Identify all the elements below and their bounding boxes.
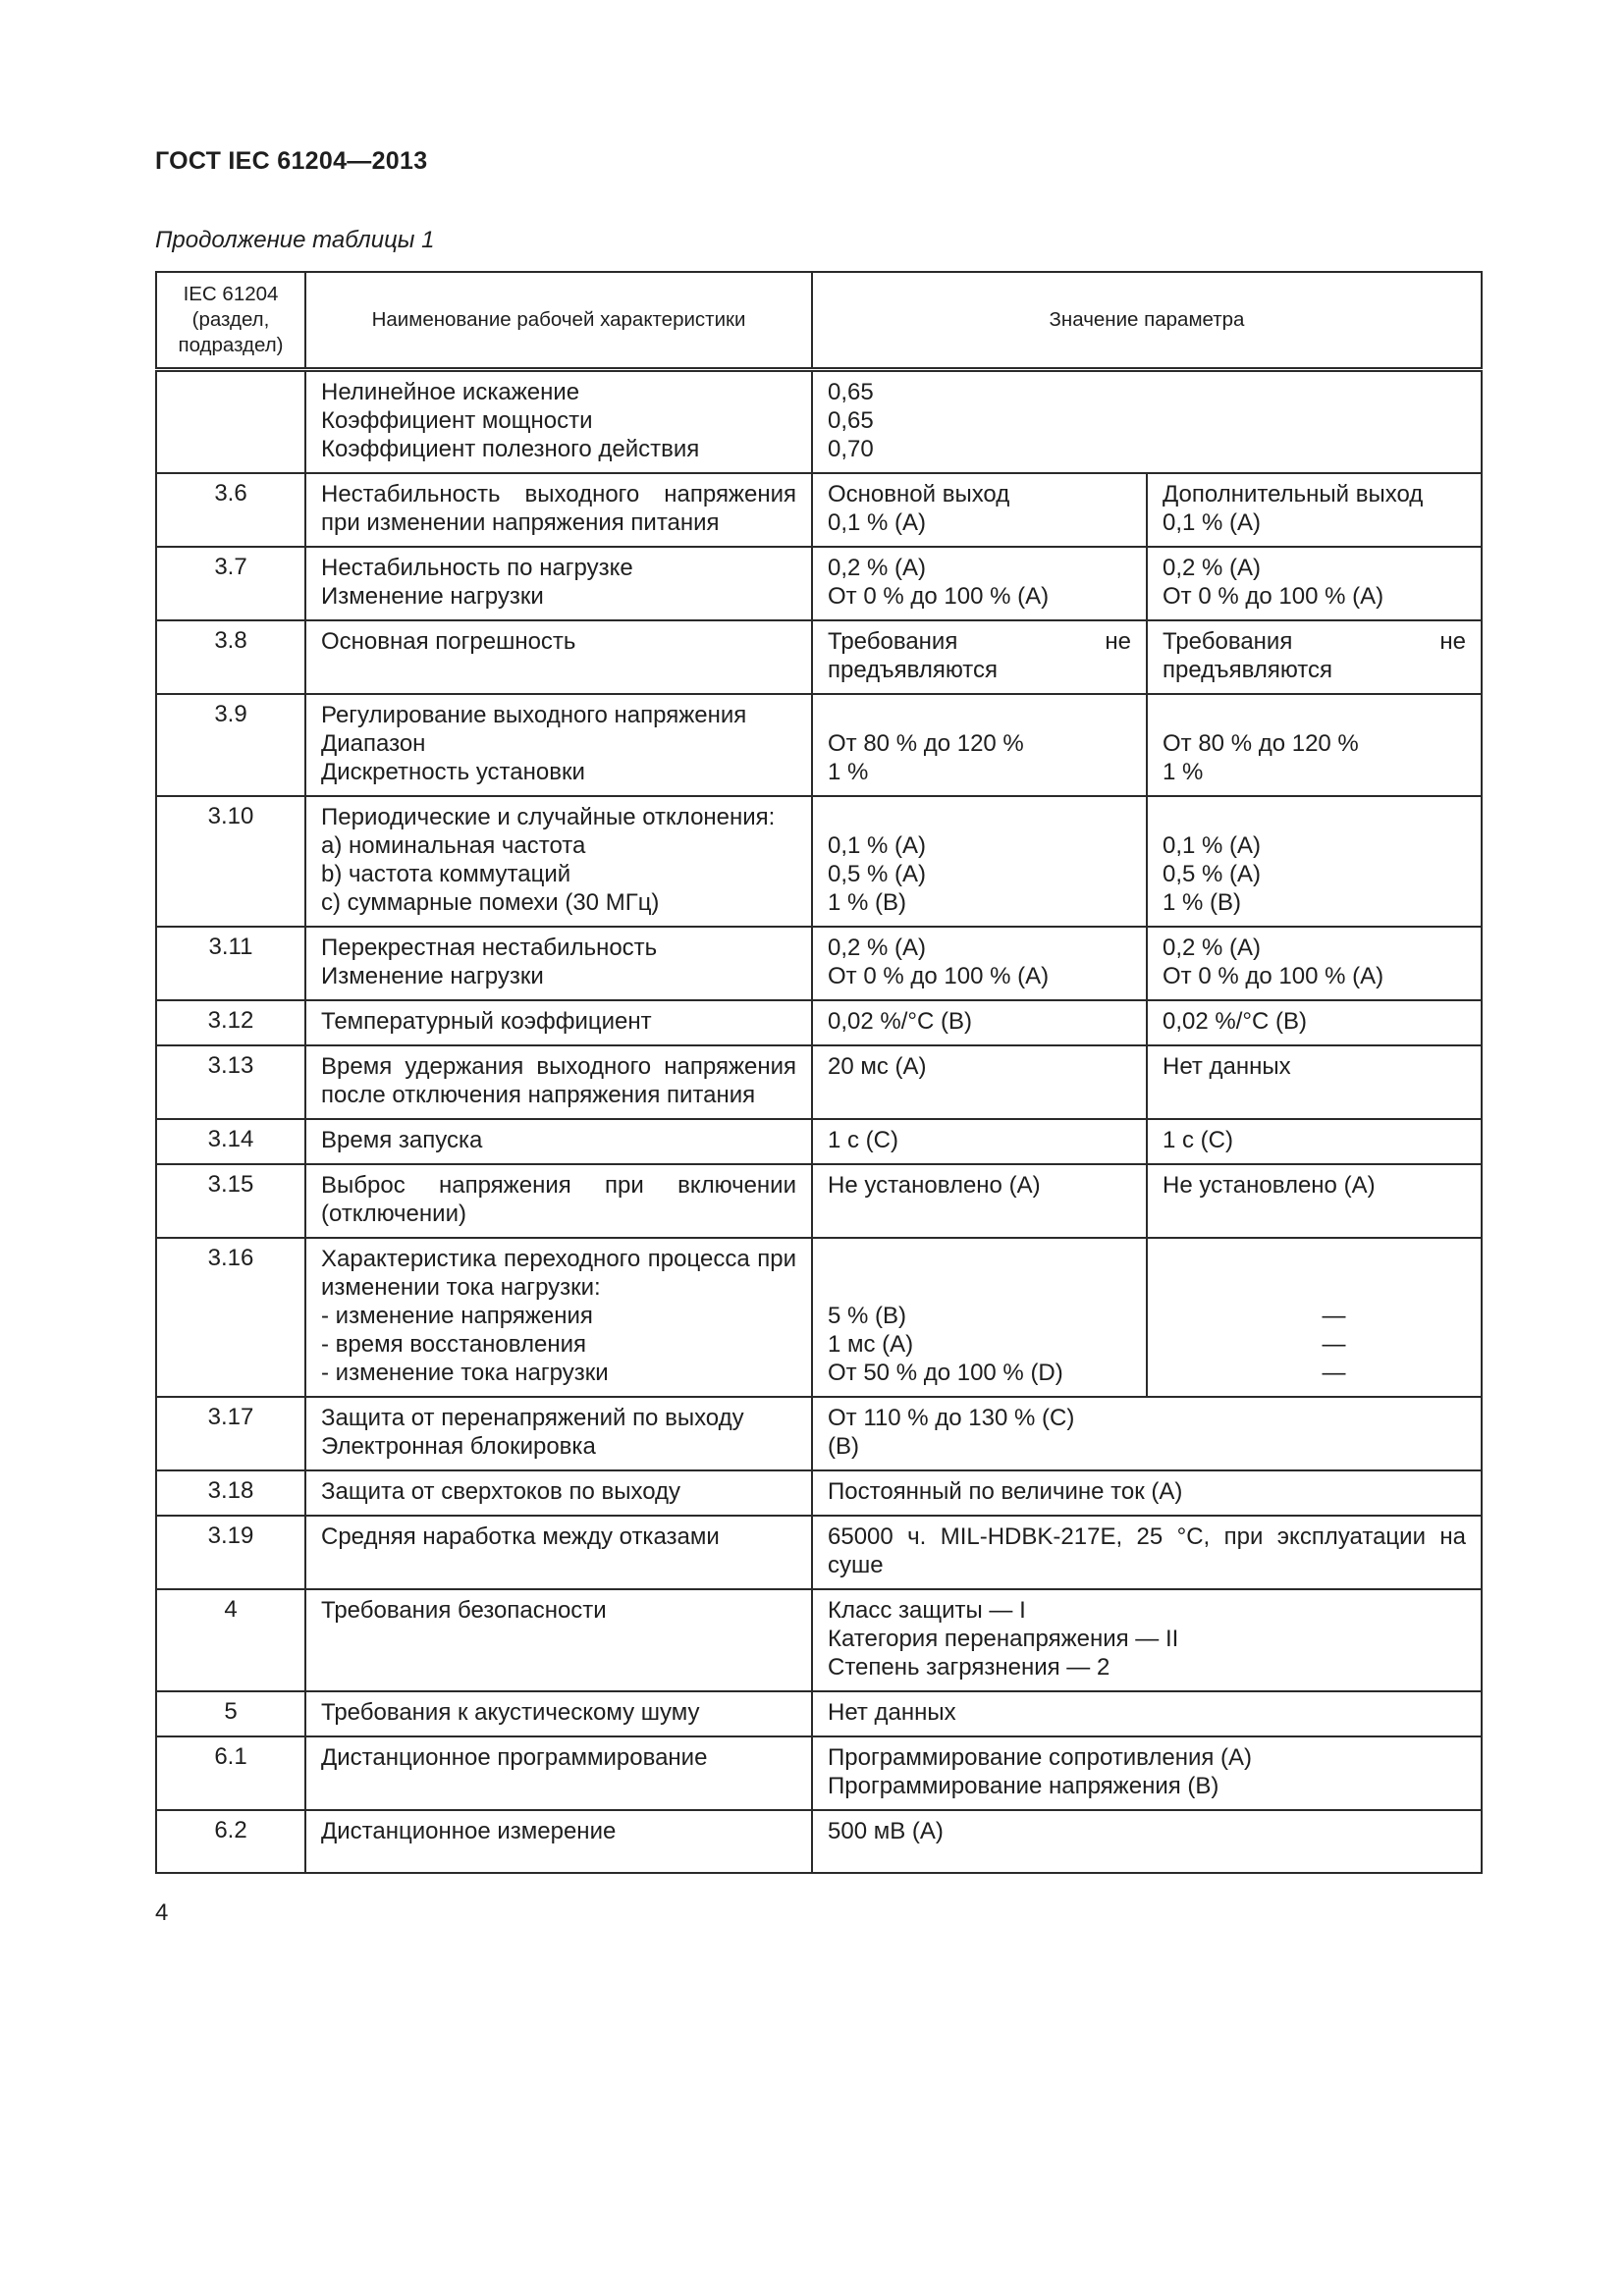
section-cell: 3.7 <box>156 547 305 620</box>
value-cell <box>812 1589 1482 1691</box>
value-line: От 50 % до 100 % (D) <box>828 1360 1063 1386</box>
dash-value: — <box>1322 1360 1346 1386</box>
main-output-cell <box>812 927 1147 1000</box>
column-header-name: Наименование рабочей характеристики <box>305 272 812 370</box>
name-line: Нелинейное искажение <box>321 379 580 405</box>
name-cell <box>305 473 812 547</box>
table-row <box>156 473 1482 547</box>
value-line: Класс защиты — I <box>828 1597 1026 1624</box>
value-line: 0,1 % (А) <box>828 832 927 859</box>
value-line: 1 мс (А) <box>828 1331 914 1358</box>
value-cell <box>812 1470 1482 1516</box>
section-cell: 6.1 <box>156 1736 305 1810</box>
table-row <box>156 1589 1482 1691</box>
value-line: От 0 % до 100 % (А) <box>1163 963 1384 989</box>
value-line: Категория перенапряжения — II <box>828 1626 1179 1652</box>
main-output-cell <box>812 796 1147 927</box>
empty-line <box>828 1245 1131 1273</box>
value-line: От 80 % до 120 % <box>1163 730 1359 757</box>
section-cell: 3.9 <box>156 694 305 796</box>
table-row <box>156 1164 1482 1238</box>
name-line: a) номинальная частота <box>321 832 586 859</box>
name-text: Время удержания выходного напряжения после отключения напряжения питания <box>321 1053 796 1108</box>
table-row <box>156 1045 1482 1119</box>
table-row <box>156 1470 1482 1516</box>
name-line: Изменение нагрузки <box>321 583 544 610</box>
value-text: 1 с (С) <box>828 1127 898 1153</box>
value-text: 65000 ч. MIL-HDBK-217E, 25 °С, при эксплуатации на суше <box>828 1523 1467 1578</box>
name-line: Защита от перенапряжений по выходу <box>321 1405 744 1431</box>
name-line: Периодические и случайные отклонения: <box>321 804 776 830</box>
name-cell <box>305 694 812 796</box>
section-cell: 3.17 <box>156 1397 305 1470</box>
name-cell <box>305 1397 812 1470</box>
section-cell: 5 <box>156 1691 305 1736</box>
value-line: 1 % <box>1163 759 1204 785</box>
value-line: 0,2 % (А) <box>828 934 927 961</box>
table-header-row <box>156 272 1482 370</box>
value-line: 0,1 % (А) <box>1163 832 1262 859</box>
section-cell: 3.14 <box>156 1119 305 1164</box>
dash-value: — <box>1322 1303 1346 1329</box>
value-line: 1 % <box>828 759 869 785</box>
section-cell: 3.16 <box>156 1238 305 1397</box>
empty-line <box>828 803 1131 831</box>
value-cell <box>812 370 1482 474</box>
name-line: - изменение тока нагрузки <box>321 1360 609 1386</box>
value-line: От 0 % до 100 % (А) <box>828 583 1050 610</box>
value-line: 0,2 % (А) <box>1163 934 1262 961</box>
table-row <box>156 927 1482 1000</box>
table-row <box>156 547 1482 620</box>
value-line: 0,70 <box>828 436 874 462</box>
value-line: 5 % (В) <box>828 1303 907 1329</box>
name-line: Коэффициент полезного действия <box>321 436 700 462</box>
section-cell: 3.18 <box>156 1470 305 1516</box>
empty-line <box>1163 1245 1466 1273</box>
name-line: Изменение нагрузки <box>321 963 544 989</box>
value-line: От 0 % до 100 % (А) <box>1163 583 1384 610</box>
name-cell <box>305 547 812 620</box>
table-row <box>156 1736 1482 1810</box>
value-text: Требования не предъявляются <box>828 628 1131 683</box>
column-header-section: IEC 61204 (раздел, подраздел) <box>156 272 305 370</box>
value-line: 1 % (В) <box>828 889 907 916</box>
aux-output-cell <box>1147 694 1482 796</box>
name-line: Диапазон <box>321 730 426 757</box>
table-row <box>156 1810 1482 1873</box>
empty-line <box>1163 701 1466 729</box>
value-line: 0,65 <box>828 379 874 405</box>
empty-line <box>1163 803 1466 831</box>
name-cell <box>305 1516 812 1589</box>
name-cell <box>305 1045 812 1119</box>
value-line: 0,65 <box>828 407 874 434</box>
dash-value: — <box>1322 1331 1346 1358</box>
value-line: От 110 % до 130 % (С) <box>828 1405 1075 1431</box>
value-text: 1 с (С) <box>1163 1127 1233 1153</box>
value-line: Дополнительный выход <box>1163 481 1424 507</box>
aux-output-cell <box>1147 1000 1482 1045</box>
section-cell: 3.13 <box>156 1045 305 1119</box>
aux-output-cell <box>1147 620 1482 694</box>
document-header: ГОСТ IEC 61204—2013 <box>155 147 428 175</box>
name-text: Требования безопасности <box>321 1597 607 1624</box>
value-line: 0,1 % (А) <box>1163 509 1262 536</box>
value-text: Требования не предъявляются <box>1163 628 1467 683</box>
name-text: Защита от сверхтоков по выходу <box>321 1478 681 1505</box>
value-line: 0,2 % (А) <box>1163 555 1262 581</box>
section-cell: 3.10 <box>156 796 305 927</box>
value-line: От 0 % до 100 % (А) <box>828 963 1050 989</box>
page-number: 4 <box>155 1899 169 1926</box>
aux-output-cell <box>1147 1164 1482 1238</box>
section-cell: 3.15 <box>156 1164 305 1238</box>
value-text: Постоянный по величине ток (А) <box>828 1478 1183 1505</box>
table-row <box>156 1516 1482 1589</box>
value-text: Нет данных <box>828 1699 956 1726</box>
name-cell <box>305 1736 812 1810</box>
value-line: Степень загрязнения — 2 <box>828 1654 1110 1681</box>
table-row <box>156 1397 1482 1470</box>
specification-table <box>155 271 1483 1874</box>
name-cell <box>305 1589 812 1691</box>
main-output-cell <box>812 1000 1147 1045</box>
name-cell <box>305 1119 812 1164</box>
aux-output-cell <box>1147 473 1482 547</box>
name-cell <box>305 1810 812 1873</box>
aux-output-cell <box>1147 1119 1482 1164</box>
name-line: Дискретность установки <box>321 759 585 785</box>
section-cell: 3.19 <box>156 1516 305 1589</box>
name-text: Основная погрешность <box>321 628 576 655</box>
name-cell <box>305 796 812 927</box>
name-cell <box>305 1164 812 1238</box>
value-line: 0,5 % (А) <box>828 861 927 887</box>
section-cell: 3.11 <box>156 927 305 1000</box>
name-line: Электронная блокировка <box>321 1433 596 1460</box>
main-output-cell <box>812 694 1147 796</box>
value-line: 0,2 % (А) <box>828 555 927 581</box>
aux-output-cell <box>1147 547 1482 620</box>
value-line: Программирование напряжения (В) <box>828 1773 1219 1799</box>
main-output-cell <box>812 1045 1147 1119</box>
value-text: Нет данных <box>1163 1053 1291 1080</box>
name-text: Нестабильность выходного напряжения при изменении напряжения питания <box>321 481 796 536</box>
name-text: Выброс напряжения при включении (отключении) <box>321 1172 796 1227</box>
name-text: Требования к акустическому шуму <box>321 1699 700 1726</box>
name-cell <box>305 1470 812 1516</box>
name-text: Температурный коэффициент <box>321 1008 652 1035</box>
aux-output-cell <box>1147 796 1482 927</box>
name-line: Регулирование выходного напряжения <box>321 702 747 728</box>
name-cell <box>305 1000 812 1045</box>
table-row <box>156 1238 1482 1397</box>
value-line: (В) <box>828 1433 859 1460</box>
value-cell <box>812 1810 1482 1873</box>
main-output-cell <box>812 1119 1147 1164</box>
main-output-cell <box>812 1164 1147 1238</box>
table-row <box>156 1119 1482 1164</box>
name-text: Время запуска <box>321 1127 483 1153</box>
table-row <box>156 1691 1482 1736</box>
table-row <box>156 620 1482 694</box>
section-cell: 3.6 <box>156 473 305 547</box>
value-line: 0,5 % (А) <box>1163 861 1262 887</box>
value-text: Не установлено (А) <box>828 1172 1041 1199</box>
value-line: Программирование сопротивления (А) <box>828 1744 1253 1771</box>
name-line: - изменение напряжения <box>321 1303 593 1329</box>
main-output-cell <box>812 473 1147 547</box>
name-line: c) суммарные помехи (30 МГц) <box>321 889 660 916</box>
table-row <box>156 694 1482 796</box>
table-row <box>156 796 1482 927</box>
name-cell <box>305 370 812 474</box>
value-text: 0,02 %/°С (В) <box>828 1008 972 1035</box>
section-cell: 3.8 <box>156 620 305 694</box>
column-header-value: Значение параметра <box>812 272 1482 370</box>
value-text: 0,02 %/°С (В) <box>1163 1008 1307 1035</box>
aux-output-cell <box>1147 927 1482 1000</box>
name-cell <box>305 620 812 694</box>
section-cell: 4 <box>156 1589 305 1691</box>
aux-output-cell <box>1147 1238 1482 1397</box>
value-cell <box>812 1691 1482 1736</box>
value-line: От 80 % до 120 % <box>828 730 1024 757</box>
name-line: - время восстановления <box>321 1331 586 1358</box>
value-text: 20 мс (А) <box>828 1053 927 1080</box>
name-line: Коэффициент мощности <box>321 407 593 434</box>
name-line: b) частота коммутаций <box>321 861 571 887</box>
table-row <box>156 1000 1482 1045</box>
name-cell <box>305 927 812 1000</box>
value-text: Не установлено (А) <box>1163 1172 1376 1199</box>
value-line: 1 % (В) <box>1163 889 1242 916</box>
name-cell <box>305 1691 812 1736</box>
name-intro: Характеристика переходного процесса при изменении тока нагрузки: <box>321 1246 796 1301</box>
name-line: Перекрестная нестабильность <box>321 934 658 961</box>
table-row <box>156 370 1482 474</box>
section-cell <box>156 370 305 474</box>
empty-line <box>828 1273 1131 1302</box>
table-caption: Продолжение таблицы 1 <box>155 227 435 253</box>
name-line: Нестабильность по нагрузке <box>321 555 633 581</box>
value-cell <box>812 1736 1482 1810</box>
main-output-cell <box>812 547 1147 620</box>
empty-line <box>1163 1273 1466 1302</box>
section-cell: 3.12 <box>156 1000 305 1045</box>
name-cell <box>305 1238 812 1397</box>
name-text: Дистанционное измерение <box>321 1818 617 1844</box>
value-line: 0,1 % (А) <box>828 509 927 536</box>
name-text: Дистанционное программирование <box>321 1744 708 1771</box>
section-cell: 6.2 <box>156 1810 305 1873</box>
main-output-cell <box>812 1238 1147 1397</box>
value-cell <box>812 1397 1482 1470</box>
value-line: Основной выход <box>828 481 1010 507</box>
main-output-cell <box>812 620 1147 694</box>
name-text: Средняя наработка между отказами <box>321 1523 720 1550</box>
aux-output-cell <box>1147 1045 1482 1119</box>
empty-line <box>828 701 1131 729</box>
value-cell <box>812 1516 1482 1589</box>
value-text: 500 мВ (А) <box>828 1818 944 1844</box>
